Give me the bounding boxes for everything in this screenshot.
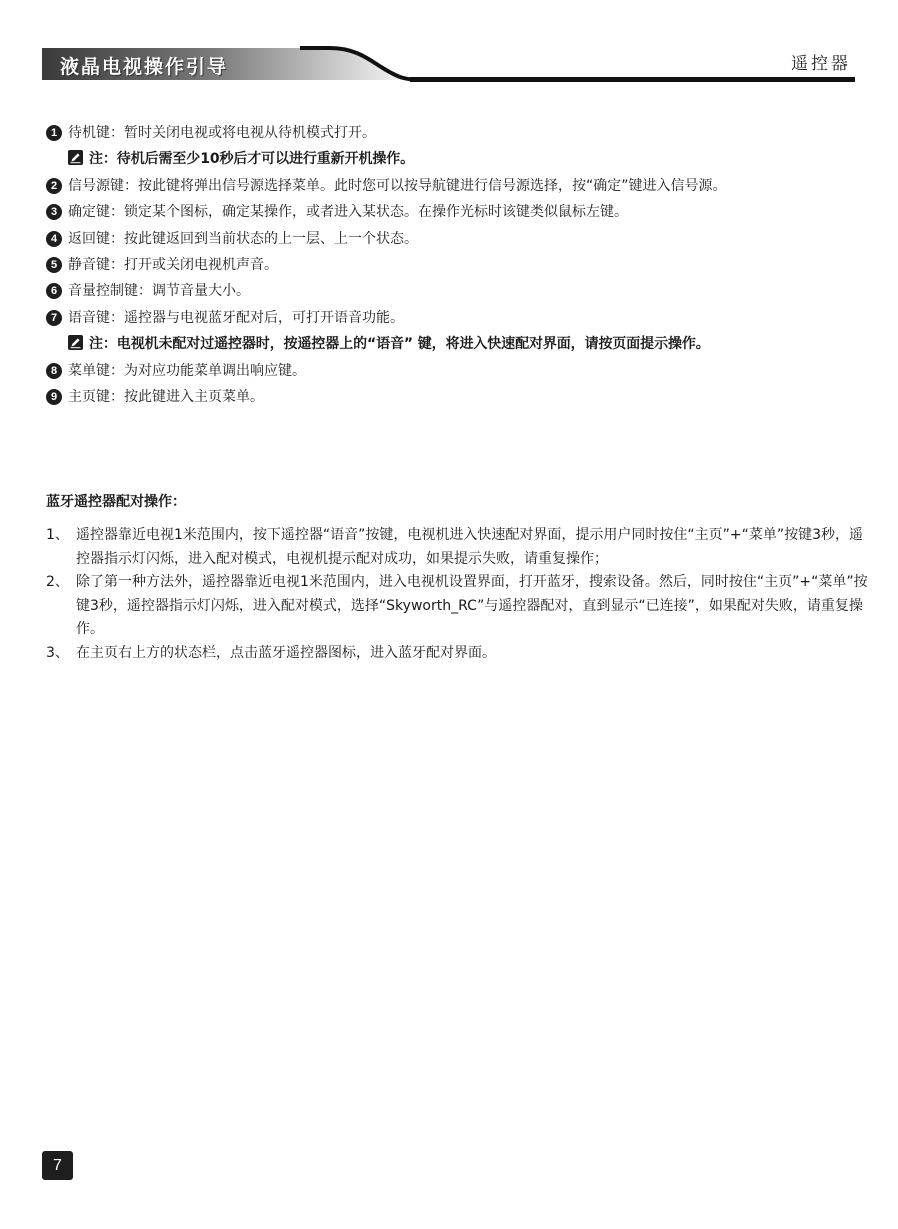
list-item (46, 278, 866, 304)
page-number: 7 (42, 1151, 73, 1180)
key-description: 主页键：按此键进入主页菜单。 (68, 389, 264, 406)
list-item (46, 305, 866, 331)
document-title: 液晶电视操作引导 (60, 56, 229, 78)
key-description: 菜单键：为对应功能菜单调出响应键。 (68, 362, 306, 379)
step-item (46, 571, 868, 642)
number-badge: 4 (46, 231, 62, 247)
note-standby (46, 146, 866, 172)
step-number: 3、 (46, 644, 69, 661)
step-text: 遥控器靠近电视1米范围内，按下遥控器“语音”按键，电视机进入快速配对界面，提示用户同时按住“主页”+“菜单”按键3秒，遥控器指示灯闪烁，进入配对模式，电视机提示配对成功，如果提示失败，请重复操作； (76, 527, 864, 567)
step-number: 1、 (46, 527, 69, 543)
number-badge: 1 (46, 125, 62, 141)
key-description: 确定键：锁定某个图标，确定某操作，或者进入某状态。在操作光标时该键类似鼠标左键。 (68, 204, 628, 221)
number-badge: 7 (46, 310, 62, 326)
note-voice (46, 331, 866, 357)
section-title: 遥控器 (791, 54, 851, 74)
number-badge: 8 (46, 363, 62, 379)
list-item (46, 252, 866, 278)
list-item (46, 173, 866, 199)
list-item (46, 384, 866, 410)
key-description: 语音键：遥控器与电视蓝牙配对后，可打开语音功能。 (68, 309, 404, 326)
pencil-icon (68, 335, 83, 350)
list-item (46, 199, 866, 225)
list-item (46, 358, 866, 384)
key-description: 返回键：按此键返回到当前状态的上一层、上一个状态。 (68, 230, 418, 247)
step-text: 除了第一种方法外，遥控器靠近电视1米范围内，进入电视机设置界面，打开蓝牙，搜索设备。然后，同时按住“主页”+“菜单”按键3秒，遥控器指示灯闪烁，进入配对模式，选择“Skyworth_RC”与遥控器配对，直到显示“已连接”，如果配对失败，请重复操作。 (76, 574, 868, 637)
step-item (46, 642, 868, 666)
number-badge: 9 (46, 389, 62, 405)
step-number: 2、 (46, 574, 69, 590)
list-item (46, 226, 866, 252)
number-badge: 2 (46, 178, 62, 194)
step-item (46, 524, 868, 571)
number-badge: 3 (46, 204, 62, 220)
bluetooth-section-title: 蓝牙遥控器配对操作： (46, 494, 186, 510)
list-item (46, 120, 866, 146)
bluetooth-steps (46, 524, 868, 665)
key-description: 信号源键：按此键将弹出信号源选择菜单。此时您可以按导航键进行信号源选择，按“确定”键进入信号源。 (68, 177, 727, 194)
number-badge: 6 (46, 283, 62, 299)
key-description: 待机键：暂时关闭电视或将电视从待机模式打开。 (68, 125, 376, 141)
step-text: 在主页右上方的状态栏，点击蓝牙遥控器图标，进入蓝牙配对界面。 (76, 644, 496, 661)
key-description: 静音键：打开或关闭电视机声音。 (68, 257, 278, 274)
key-descriptions (46, 120, 866, 410)
note-text: 注：待机后需至少10秒后才可以进行重新开机操作。 (89, 151, 415, 168)
page-header (0, 0, 898, 90)
number-badge: 5 (46, 257, 62, 273)
pencil-icon (68, 150, 83, 165)
note-text: 注：电视机未配对过遥控器时，按遥控器上的“语音” 键，将进入快速配对界面，请按页面提示操作。 (89, 336, 710, 353)
key-description: 音量控制键：调节音量大小。 (68, 283, 250, 300)
